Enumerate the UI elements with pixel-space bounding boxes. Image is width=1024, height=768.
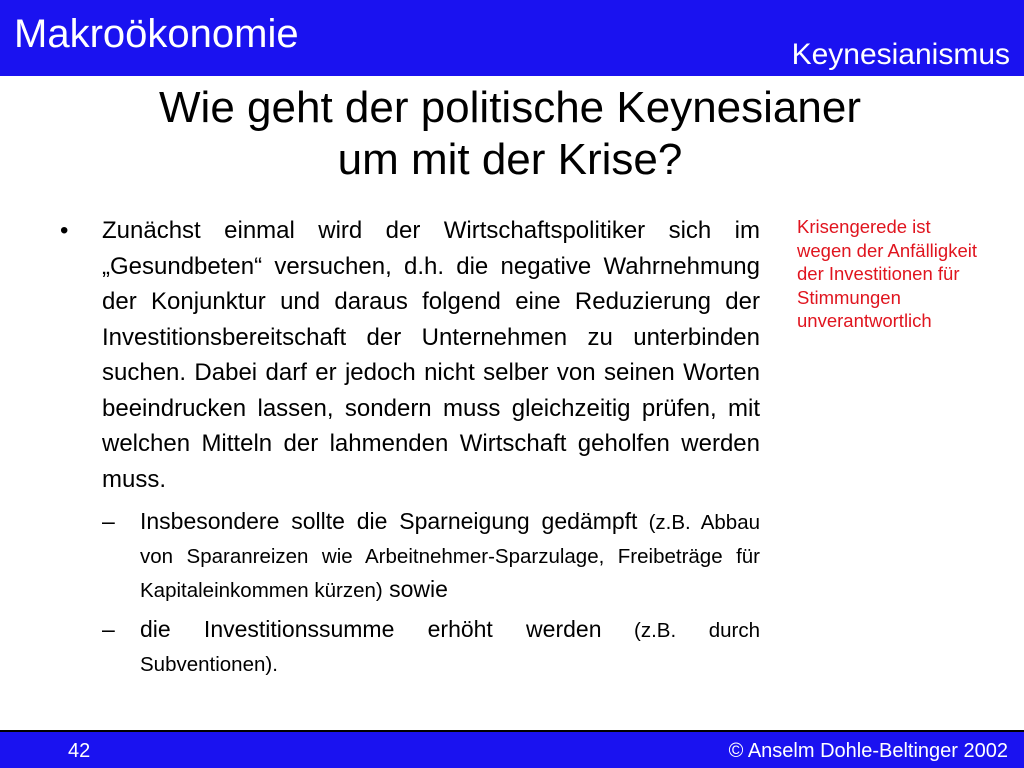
bullet-marker: • xyxy=(60,217,69,244)
bullet-item xyxy=(60,213,760,497)
dash-marker: – xyxy=(102,508,115,534)
slide-title xyxy=(70,82,950,186)
page-number: 42 xyxy=(68,740,91,762)
header-bar xyxy=(0,0,1024,76)
sub-item xyxy=(102,505,760,607)
copyright-notice: © Anselm Dohle-Beltinger 2002 xyxy=(728,740,1008,762)
course-title: Makroökonomie xyxy=(14,12,299,56)
sub-item-main-text: Insbesondere sollte die Sparneigung gedämpft xyxy=(140,508,638,534)
bullet-text: Zunächst einmal wird der Wirtschaftspolitiker sich im „Gesundbeten“ versuchen, d.h. die negative Wahrnehmung der Konjunktur und daraus folgend eine Reduzierung der Investitionsbereitschaft der Unternehmen zu unterbinden suchen. Dabei darf er jedoch nicht selber von seinen Worten beeindrucken lassen, sondern muss gleichzeitig prüfen, mit welchen Mitteln der lahmenden Wirtschaft geholfen werden muss. xyxy=(102,217,760,493)
section-title: Keynesianismus xyxy=(791,38,1010,71)
footer-bar xyxy=(0,730,1024,768)
slide-title-line-1: Wie geht der politische Keynesianer xyxy=(159,83,861,132)
sub-item-tail-text: sowie xyxy=(382,576,448,602)
sub-item-example-text: (z.B. durch Subventionen). xyxy=(140,619,760,676)
slide-content xyxy=(60,213,760,687)
sub-item xyxy=(102,613,760,681)
sub-item-example-text: (z.B. Abbau von Sparanreizen wie Arbeitnehmer-Sparzulage, Freibeträge für Kapitaleinkommen kürzen) xyxy=(140,511,760,602)
dash-marker: – xyxy=(102,616,115,642)
sidenote: Krisengerede ist wegen der Anfälligkeit der Investitionen für Stimmungen unverantwortlich xyxy=(797,216,977,331)
sub-item-text xyxy=(140,505,760,607)
slide-title-line-2: um mit der Krise? xyxy=(337,135,683,184)
sub-item-text xyxy=(140,613,760,681)
sub-list xyxy=(102,505,760,681)
sub-item-main-text: die Investitionssumme erhöht werden xyxy=(140,616,602,642)
